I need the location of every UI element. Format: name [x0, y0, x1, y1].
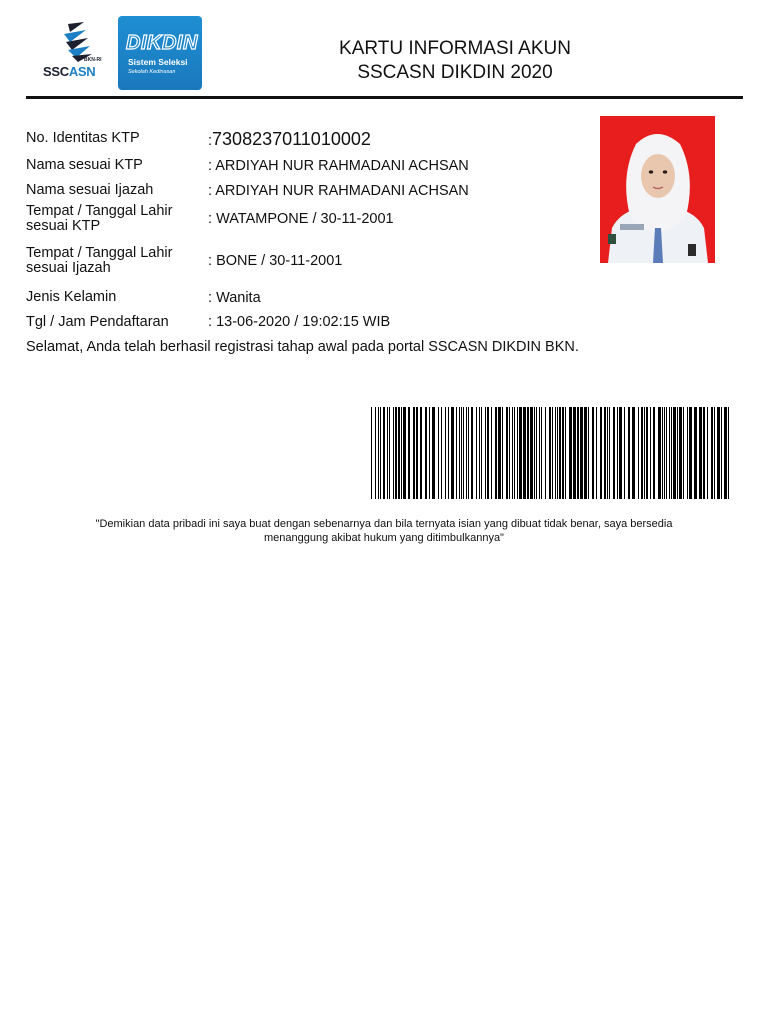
birth-ijazah-value: [208, 254, 342, 269]
barcode-bar: [728, 407, 729, 499]
gender-text: Wanita: [216, 290, 261, 306]
separator: :: [208, 253, 213, 269]
barcode-bar: [596, 407, 597, 499]
separator: :: [208, 290, 213, 306]
ktp-id-value: [208, 129, 371, 151]
barcode-bar: [662, 407, 663, 499]
declaration-line-1: "Demikian data pribadi ini saya buat dengan sebenarnya dan bila ternyata isian yang dibuat tidak benar, saya bersedia: [95, 518, 673, 530]
separator: :: [208, 314, 213, 330]
separator: :: [208, 158, 213, 174]
barcode-bar: [617, 407, 618, 499]
barcode-bar: [683, 407, 684, 499]
barcode-bar: [517, 407, 518, 499]
barcode-bar: [527, 407, 529, 499]
barcode-bar: [619, 407, 622, 499]
ktp-id-label: No. Identitas KTP: [26, 130, 140, 146]
barcode-bar: [487, 407, 489, 499]
barcode-bar: [438, 407, 439, 499]
barcode-bar: [393, 407, 394, 499]
name-ijazah-label: Nama sesuai Ijazah: [26, 182, 154, 198]
applicant-photo: [600, 116, 715, 263]
barcode-bar: [559, 407, 561, 499]
barcode-bar: [580, 407, 583, 499]
barcode-bar: [395, 407, 397, 499]
barcode-bar: [624, 407, 625, 499]
barcode-bar: [664, 407, 665, 499]
barcode-bar: [658, 407, 661, 499]
sscasn-wordmark-accent: ASN: [68, 64, 96, 79]
barcode-bar: [689, 407, 692, 499]
barcode-bar: [398, 407, 400, 499]
barcode-bar: [671, 407, 672, 499]
barcode-bar: [375, 407, 376, 499]
barcode-bar: [549, 407, 551, 499]
barcode-bar: [371, 407, 372, 499]
barcode-bar: [650, 407, 651, 499]
barcode-bar: [476, 407, 477, 499]
barcode-bar: [679, 407, 682, 499]
sscasn-wordmark: [43, 64, 95, 79]
card-subtitle: SSCASN DIKDIN 2020: [357, 62, 553, 83]
gender-label: Jenis Kelamin: [26, 289, 117, 305]
barcode-bar: [641, 407, 643, 499]
barcode-bar: [481, 407, 482, 499]
barcode-bar: [673, 407, 676, 499]
barcode-bar: [420, 407, 422, 499]
barcode-bar: [699, 407, 702, 499]
barcode-bar: [607, 407, 608, 499]
barcode-bar: [479, 407, 480, 499]
barcode-bar: [498, 407, 501, 499]
name-ktp-text: ARDIYAH NUR RAHMADANI ACHSAN: [215, 158, 469, 174]
barcode-bar: [687, 407, 688, 499]
barcode-bar: [523, 407, 526, 499]
dikdin-logo-caption: Sekolah Kedinasan: [128, 69, 176, 75]
barcode-bar: [514, 407, 515, 499]
registered-at-label: Tgl / Jam Pendaftaran: [26, 314, 169, 330]
barcode-bar: [445, 407, 446, 499]
birth-ijazah-text: BONE / 30-11-2001: [216, 253, 343, 269]
barcode-bar: [536, 407, 537, 499]
birth-ktp-label-line-1: Tempat / Tanggal Lahir: [26, 203, 173, 219]
barcode-bar: [403, 407, 406, 499]
birth-ijazah-label: [26, 246, 172, 276]
barcode-bar: [471, 407, 473, 499]
barcode-bar: [408, 407, 410, 499]
gender-value: [208, 291, 261, 306]
barcode-bar: [588, 407, 589, 499]
birth-ktp-value: [208, 212, 394, 227]
barcode-bar: [714, 407, 715, 499]
barcode-bar: [694, 407, 697, 499]
barcode-bar: [669, 407, 670, 499]
barcode-bar: [466, 407, 467, 499]
applicant-photo-icon: [600, 116, 715, 263]
barcode-bar: [552, 407, 553, 499]
barcode-bar: [401, 407, 402, 499]
registered-at-text: 13-06-2020 / 19:02:15 WIB: [216, 314, 391, 330]
barcode-bar: [609, 407, 610, 499]
dikdin-logo-word: DIKDIN: [126, 32, 198, 54]
name-ijazah-text: ARDIYAH NUR RAHMADANI ACHSAN: [215, 183, 469, 199]
barcode-bar: [557, 407, 558, 499]
barcode-bar: [519, 407, 522, 499]
barcode-bar: [646, 407, 648, 499]
barcode-bar: [562, 407, 564, 499]
registered-at-value: [208, 315, 390, 330]
barcode-bar: [604, 407, 606, 499]
barcode-bar: [383, 407, 385, 499]
barcode-bar: [677, 407, 678, 499]
barcode-bar: [545, 407, 546, 499]
barcode-bar: [378, 407, 379, 499]
barcode-bar: [711, 407, 713, 499]
barcode-bar: [495, 407, 497, 499]
barcode-bar: [555, 407, 556, 499]
barcode-bar: [461, 407, 462, 499]
barcode-bar: [506, 407, 508, 499]
birth-ijazah-label-line-2: sesuai Ijazah: [26, 260, 111, 276]
dikdin-logo: [118, 16, 202, 90]
barcode-bar: [468, 407, 469, 499]
barcode-bar: [534, 407, 535, 499]
declaration-statement: [26, 517, 742, 545]
barcode-bar: [429, 407, 430, 499]
barcode-bar: [413, 407, 415, 499]
header-divider: [26, 96, 743, 99]
barcode-bar: [425, 407, 427, 499]
barcode-bar: [448, 407, 449, 499]
barcode-bar: [577, 407, 579, 499]
birth-ktp-label: [26, 204, 172, 234]
barcode-bar: [463, 407, 464, 499]
barcode-bar: [512, 407, 513, 499]
barcode-bar: [600, 407, 602, 499]
ktp-id-number: 7308237011010002: [212, 129, 371, 149]
birth-ijazah-label-line-1: Tempat / Tanggal Lahir: [26, 245, 173, 261]
bkn-tag: BKN-RI: [84, 57, 102, 63]
barcode-bar: [628, 407, 630, 499]
name-ktp-label: Nama sesuai KTP: [26, 157, 143, 173]
barcode-bar: [502, 407, 503, 499]
barcode-bar: [416, 407, 418, 499]
birth-ktp-label-line-2: sesuai KTP: [26, 218, 101, 234]
barcode-bar: [721, 407, 722, 499]
barcode-bar: [530, 407, 533, 499]
barcode-icon: [371, 407, 731, 499]
barcode-bar: [584, 407, 587, 499]
declaration-line-2: menanggung akibat hukum yang ditimbulkannya": [264, 532, 504, 544]
barcode-bar: [380, 407, 381, 499]
barcode-bar: [389, 407, 390, 499]
barcode-bar: [541, 407, 542, 499]
sscasn-wordmark-main: SSC: [43, 64, 69, 79]
name-ktp-value: [208, 159, 469, 174]
barcode-bar: [432, 407, 435, 499]
name-ijazah-value: [208, 184, 469, 199]
separator: :: [208, 211, 213, 227]
barcode-bar: [613, 407, 615, 499]
barcode-bar: [724, 407, 727, 499]
barcode-bar: [485, 407, 486, 499]
barcode-bar: [441, 407, 442, 499]
barcode-bar: [703, 407, 705, 499]
barcode-bar: [491, 407, 492, 499]
barcode-bar: [707, 407, 708, 499]
barcode-bar: [456, 407, 457, 499]
barcode-bar: [569, 407, 572, 499]
barcode-bar: [638, 407, 639, 499]
barcode-bar: [666, 407, 667, 499]
barcode-bar: [459, 407, 460, 499]
card-title: KARTU INFORMASI AKUN: [339, 38, 571, 59]
birth-ktp-text: WATAMPONE / 30-11-2001: [216, 211, 394, 227]
barcode-bar: [451, 407, 454, 499]
success-message: Selamat, Anda telah berhasil registrasi tahap awal pada portal SSCASN DIKDIN BKN.: [26, 339, 579, 355]
barcode-bar: [717, 407, 720, 499]
barcode-bar: [565, 407, 566, 499]
barcode-bar: [573, 407, 576, 499]
barcode-bar: [653, 407, 655, 499]
barcode-bar: [387, 407, 388, 499]
dikdin-logo-subtitle: Sistem Seleksi: [128, 57, 188, 67]
separator: :: [208, 133, 213, 149]
barcode-bar: [592, 407, 594, 499]
barcode-bar: [509, 407, 510, 499]
barcode-bar: [644, 407, 645, 499]
barcode-bar: [539, 407, 540, 499]
barcode-bar: [632, 407, 635, 499]
separator: :: [208, 183, 213, 199]
